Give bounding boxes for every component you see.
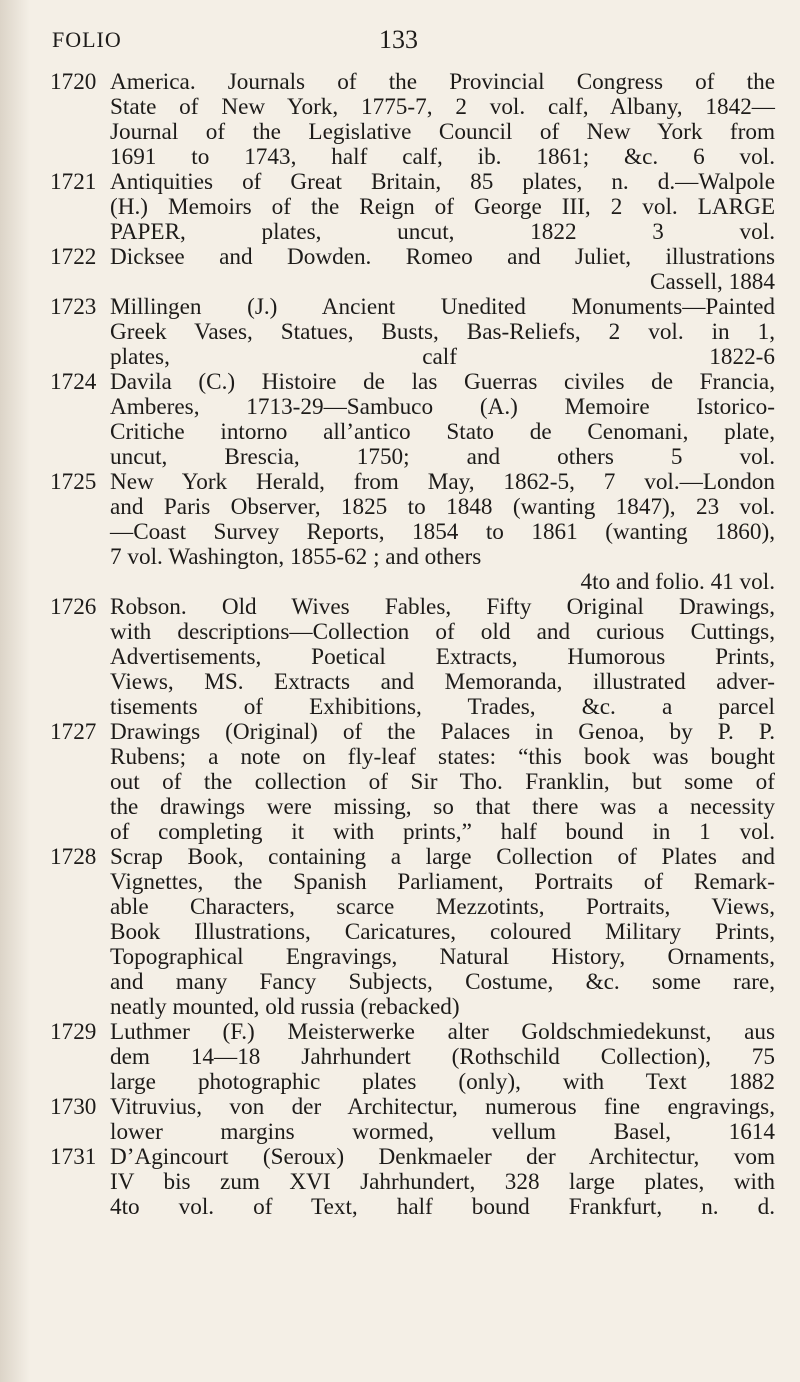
catalogue-lot (0, 170, 800, 245)
lot-description-line: Cassell, 1884 (650, 269, 775, 295)
lot-description-line: Drawings (Original) of the Palaces in Genoa, by P. P. (110, 719, 775, 745)
lot-description-line: Dicksee and Dowden. Romeo and Juliet, illustrations (110, 244, 775, 270)
catalogue-lot (0, 595, 800, 720)
catalogue-lot (0, 370, 800, 470)
lot-description-line: Luthmer (F.) Meisterwerke alter Goldschmiedekunst, aus (110, 1019, 775, 1045)
lot-description-line: 7 vol. Washington, 1855-62 ; and others (110, 544, 482, 570)
catalogue-lot (0, 245, 800, 295)
catalogue-lot (0, 70, 800, 170)
lot-number: 1725 (50, 469, 97, 495)
catalogue-lot (0, 845, 800, 1020)
page-header (0, 27, 800, 57)
lot-number: 1728 (50, 844, 97, 870)
lot-number: 1731 (50, 1144, 97, 1170)
catalogue-lot (0, 1095, 800, 1145)
lot-description-line: plates, calf 1822-6 (110, 344, 775, 370)
lot-description-line: (H.) Memoirs of the Reign of George III, 2 vol. LARGE (110, 194, 775, 220)
page-number: 133 (379, 25, 418, 54)
lot-description-line: large photographic plates (only), with Text 1882 (110, 1069, 775, 1095)
lot-description-line: Antiquities of Great Britain, 85 plates, n. d.—Walpole (110, 169, 775, 195)
lot-description-line: the drawings were missing, so that there was a necessity (110, 794, 775, 820)
catalogue-lot (0, 1145, 800, 1220)
lot-number: 1720 (50, 69, 97, 95)
lot-description-line: Greek Vases, Statues, Busts, Bas-Reliefs, 2 vol. in 1, (110, 319, 775, 345)
lot-description-line: and many Fancy Subjects, Costume, &c. some rare, (110, 969, 775, 995)
lot-description-line: with descriptions—Collection of old and curious Cuttings, (110, 619, 775, 645)
lot-description-line: Robson. Old Wives Fables, Fifty Original Drawings, (110, 594, 775, 620)
lot-description-line: Amberes, 1713-29—Sambuco (A.) Memoire Istorico- (110, 394, 775, 420)
lot-description-line: dem 14—18 Jahrhundert (Rothschild Collection), 75 (110, 1044, 775, 1070)
lot-description-line: out of the collection of Sir Tho. Franklin, but some of (110, 769, 775, 795)
lot-description-line: 1691 to 1743, half calf, ib. 1861; &c. 6 vol. (110, 144, 775, 170)
lot-number: 1729 (50, 1019, 97, 1045)
lot-number: 1724 (50, 369, 97, 395)
lot-description-line: 4to vol. of Text, half bound Frankfurt, n. d. (110, 1194, 775, 1220)
lot-description-line: Scrap Book, containing a large Collection of Plates and (110, 844, 775, 870)
lot-number: 1726 (50, 594, 97, 620)
lot-number: 1723 (50, 294, 97, 320)
lot-list (0, 70, 800, 1220)
lot-description-line: Topographical Engravings, Natural History, Ornaments, (110, 944, 775, 970)
lot-number: 1722 (50, 244, 97, 270)
folio-label: FOLIO (52, 27, 122, 52)
lot-description-line: and Paris Observer, 1825 to 1848 (wanting 1847), 23 vol. (110, 494, 775, 520)
lot-description-line: Journal of the Legislative Council of New York from (110, 119, 775, 145)
lot-description-line: IV bis zum XVI Jahrhundert, 328 large plates, with (110, 1169, 775, 1195)
catalogue-lot (0, 295, 800, 370)
lot-description-line: Critiche intorno all’antico Stato de Cenomani, plate, (110, 419, 775, 445)
lot-description-line: uncut, Brescia, 1750; and others 5 vol. (110, 444, 775, 470)
lot-description-line: America. Journals of the Provincial Congress of the (110, 69, 775, 95)
lot-description-line: Rubens; a note on fly-leaf states: “this book was bought (110, 744, 775, 770)
catalogue-lot (0, 1020, 800, 1095)
lot-description-line: tisements of Exhibitions, Trades, &c. a parcel (110, 694, 775, 720)
lot-number: 1721 (50, 169, 97, 195)
catalogue-lot (0, 720, 800, 845)
lot-description-line: State of New York, 1775-7, 2 vol. calf, Albany, 1842— (110, 94, 775, 120)
lot-description-line: Vitruvius, von der Architectur, numerous fine engravings, (110, 1094, 775, 1120)
lot-description-line: Vignettes, the Spanish Parliament, Portraits of Remark- (110, 869, 775, 895)
lot-description-line: New York Herald, from May, 1862-5, 7 vol.—London (110, 469, 775, 495)
lot-number: 1730 (50, 1094, 97, 1120)
lot-description-line: Advertisements, Poetical Extracts, Humorous Prints, (110, 644, 775, 670)
lot-description-line: 4to and folio. 41 vol. (580, 569, 775, 595)
lot-description-line: of completing it with prints,” half bound in 1 vol. (110, 819, 775, 845)
lot-description-line: —Coast Survey Reports, 1854 to 1861 (wanting 1860), (110, 519, 775, 545)
lot-description-line: Views, MS. Extracts and Memoranda, illustrated adver- (110, 669, 775, 695)
lot-description-line: PAPER, plates, uncut, 1822 3 vol. (110, 219, 775, 245)
lot-description-line: Davila (C.) Histoire de las Guerras civiles de Francia, (110, 369, 775, 395)
lot-number: 1727 (50, 719, 97, 745)
lot-description-line: lower margins wormed, vellum Basel, 1614 (110, 1119, 775, 1145)
lot-description-line: D’Agincourt (Seroux) Denkmaeler der Architectur, vom (110, 1144, 775, 1170)
lot-description-line: neatly mounted, old russia (rebacked) (110, 994, 460, 1020)
lot-description-line: able Characters, scarce Mezzotints, Portraits, Views, (110, 894, 775, 920)
catalogue-lot (0, 470, 800, 595)
lot-description-line: Millingen (J.) Ancient Unedited Monuments—Painted (110, 294, 775, 320)
lot-description-line: Book Illustrations, Caricatures, coloured Military Prints, (110, 919, 775, 945)
